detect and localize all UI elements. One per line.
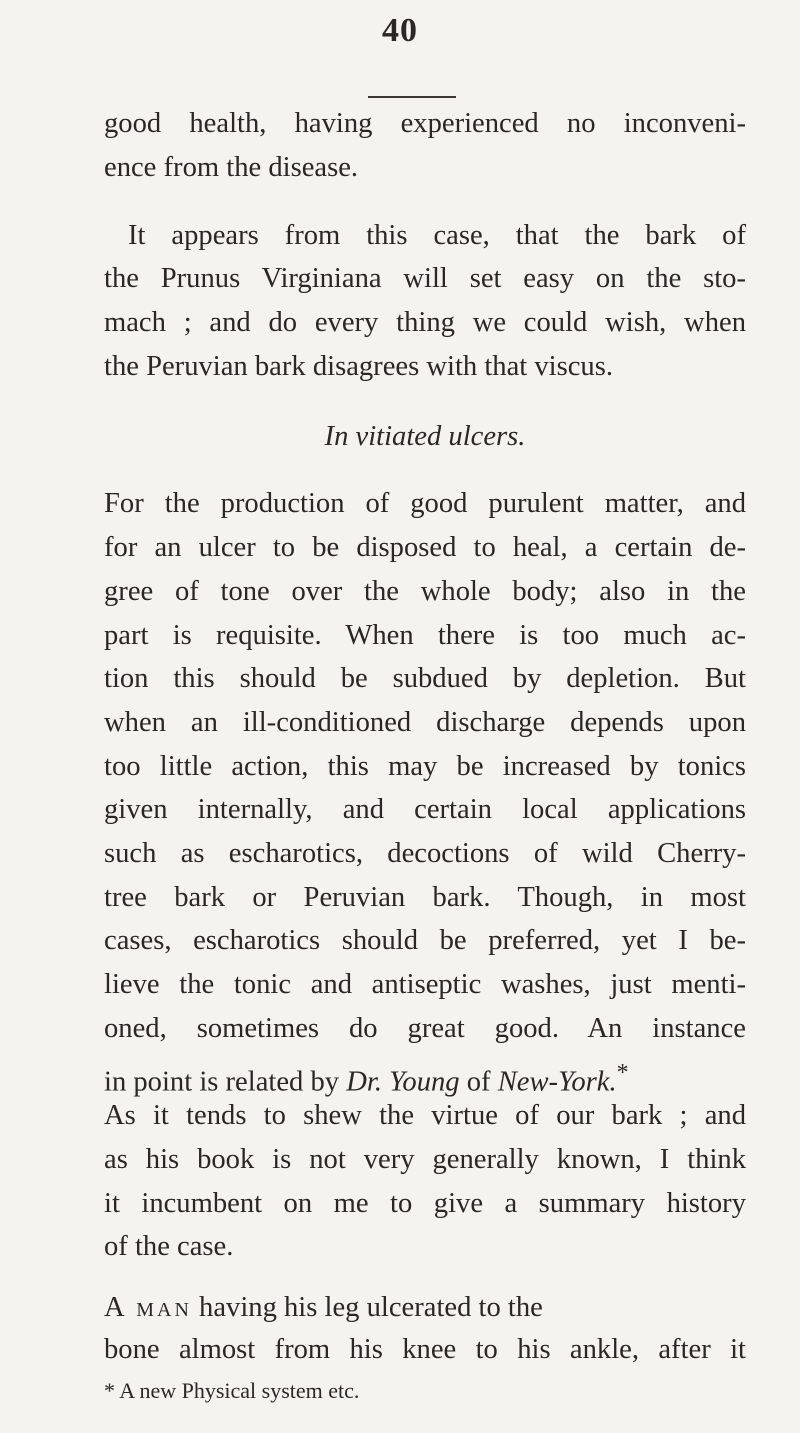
text-line: the Prunus Virginiana will set easy on the sto-: [104, 263, 746, 294]
text-line: gree of tone over the whole body; also in the: [104, 576, 746, 607]
footnote-mark: *: [616, 1060, 629, 1086]
text-line: cases, escharotics should be preferred, yet I be-: [104, 925, 746, 956]
text-line: As it tends to shew the virtue of our bark ; and: [104, 1100, 746, 1131]
man-smallcaps: A man: [104, 1292, 192, 1323]
text-line: mach ; and do every thing we could wish, when: [104, 307, 746, 338]
page-number: 40: [382, 12, 418, 49]
text-line: when an ill-conditioned discharge depends upon: [104, 707, 746, 738]
text-line: lieve the tonic and antiseptic washes, just menti-: [104, 969, 746, 1000]
text-line: the Peruvian bark disagrees with that viscus.: [104, 351, 614, 382]
text-line: oned, sometimes do great good. An instance: [104, 1013, 746, 1044]
man-rest: having his leg ulcerated to the: [191, 1292, 543, 1323]
text-line-man: [104, 1290, 543, 1326]
text-line: given internally, and certain local applications: [104, 794, 746, 825]
text-line-young: [104, 1055, 629, 1098]
text-line: tion this should be subdued by depletion. But: [104, 663, 746, 694]
text-line-last: bone almost from his knee to his ankle, after it: [104, 1334, 746, 1365]
section-heading: In vitiated ulcers.: [324, 421, 526, 452]
text-line: part is requisite. When there is too much ac-: [104, 620, 746, 651]
text-line: as his book is not very generally known, I think: [104, 1144, 746, 1175]
young-author: Dr. Young: [346, 1066, 460, 1098]
young-middle: of: [459, 1066, 498, 1098]
young-place: New-York.: [497, 1066, 617, 1098]
text-line: for an ulcer to be disposed to heal, a certain de-: [104, 532, 746, 563]
text-line: good health, having experienced no inconveni-: [104, 108, 746, 139]
text-line: it incumbent on me to give a summary history: [104, 1188, 746, 1219]
text-line: too little action, this may be increased by tonics: [104, 751, 746, 782]
text-line: For the production of good purulent matter, and: [104, 488, 746, 519]
text-line: tree bark or Peruvian bark. Though, in most: [104, 882, 746, 913]
young-before: in point is related by: [104, 1066, 347, 1098]
footnote: * A new Physical system etc.: [104, 1378, 360, 1403]
header-rule: [368, 96, 456, 98]
text-line: It appears from this case, that the bark of: [128, 220, 746, 251]
text-line: ence from the disease.: [104, 152, 359, 183]
text-line: of the case.: [104, 1231, 234, 1262]
text-line: such as escharotics, decoctions of wild Cherry-: [104, 838, 746, 869]
